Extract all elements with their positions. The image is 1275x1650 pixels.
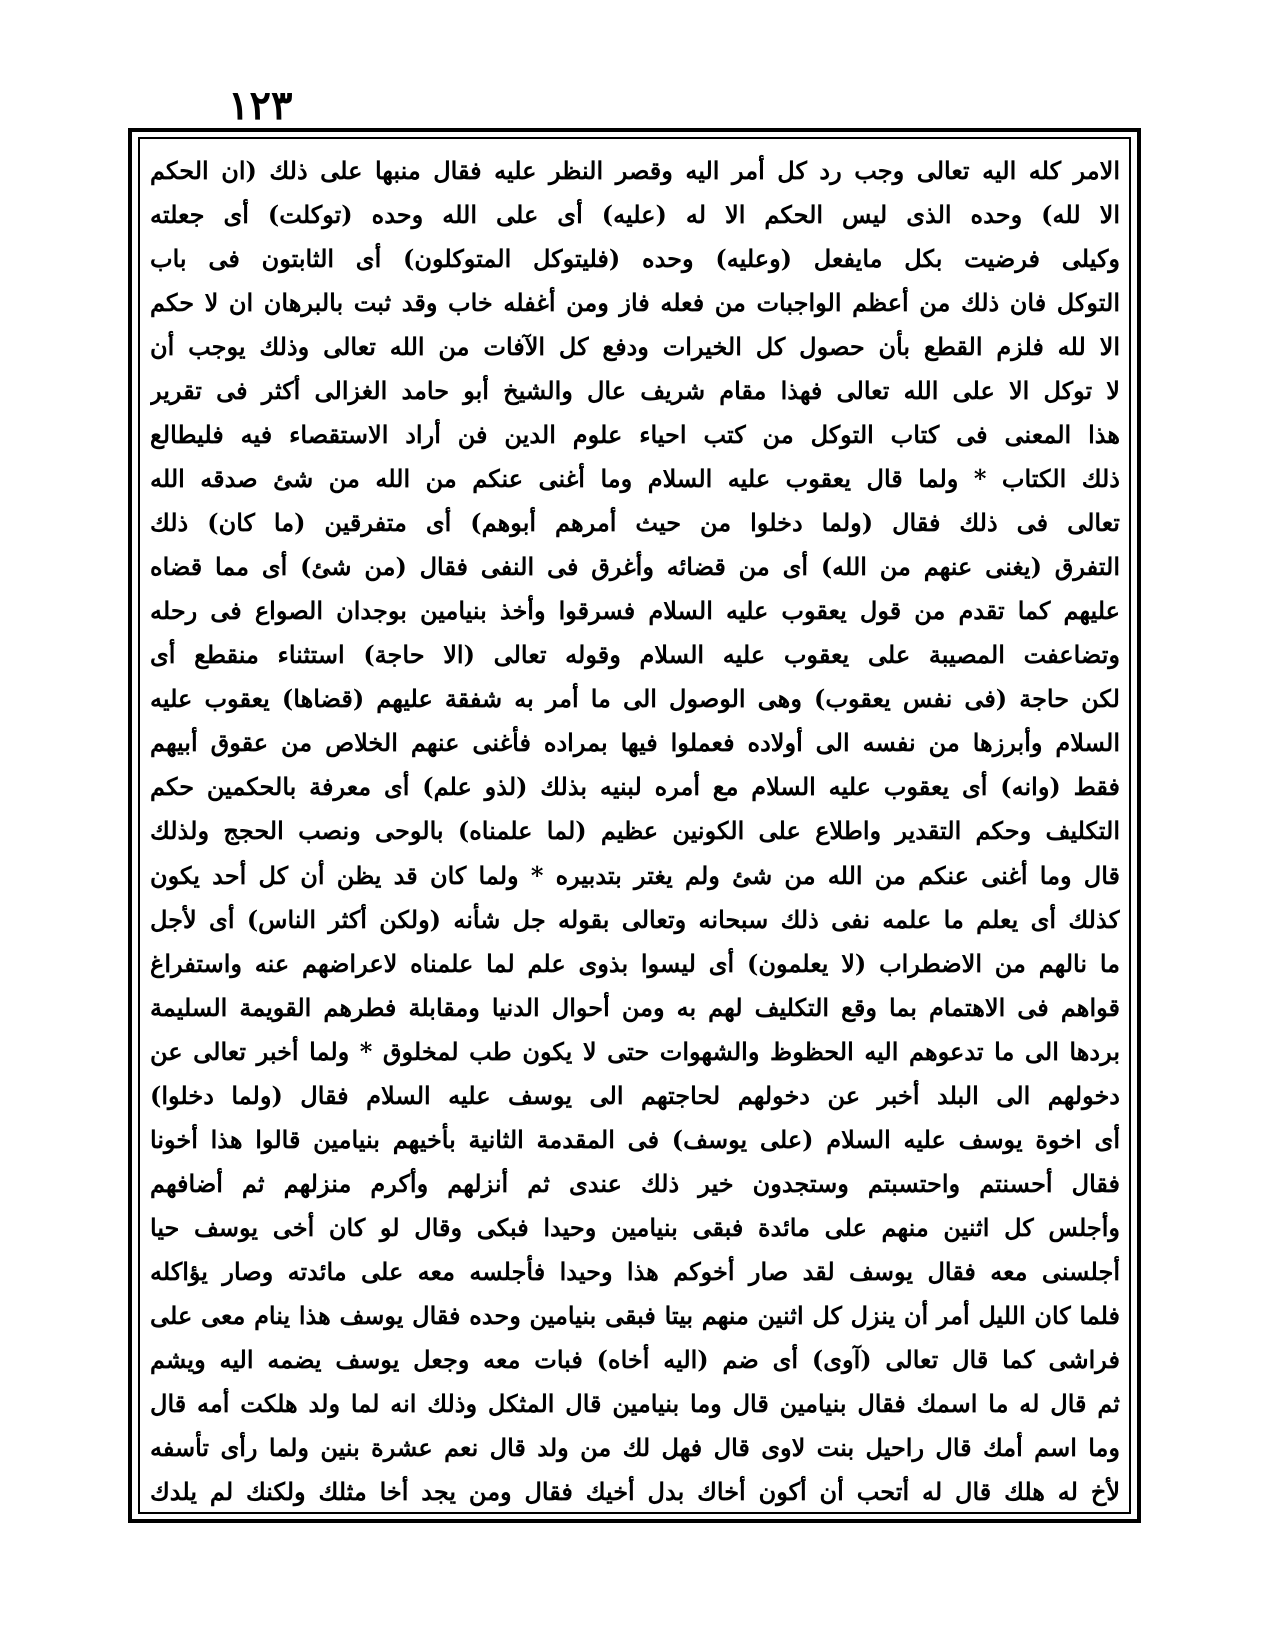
text-line: قواهم فى الاهتمام بما وقع التكليف لهم به ومن أحوال الدنيا ومقابلة فطرهم القويمة السليمة xyxy=(150,992,1120,1022)
text-line: فراشى كما قال تعالى (آوى) أى ضم (اليه أخاه) فبات معه وجعل يوسف يضمه اليه ويشم xyxy=(150,1344,1120,1374)
text-line: وأجلس كل اثنين منهم على مائدة فبقى بنيامين وحيدا فبكى وقال لو كان أخى يوسف حيا xyxy=(150,1212,1120,1242)
text-line: التفرق (يغنى عنهم من الله) أى من قضائه وأغرق فى النفى فقال (من شئ) أى مما قضاه xyxy=(150,552,1120,582)
text-line: لكن حاجة (فى نفس يعقوب) وهى الوصول الى ما أمر به شفقة عليهم (قضاها) يعقوب عليه xyxy=(150,684,1120,714)
text-line: تعالى فى ذلك فقال (ولما دخلوا من حيث أمرهم أبوهم) أى متفرقين (ما كان) ذلك xyxy=(150,508,1120,538)
text-line: كذلك أى يعلم ما علمه نفى ذلك سبحانه وتعالى بقوله جل شأنه (ولكن أكثر الناس) أى لأجل xyxy=(150,904,1120,934)
text-line: فقط (وانه) أى يعقوب عليه السلام مع أمره لبنيه بذلك (لذو علم) أى معرفة بالحكمين حكم xyxy=(150,772,1120,802)
main-text-block xyxy=(150,146,1120,1511)
text-line: التكليف وحكم التقدير واطلاع على الكونين عظيم (لما علمناه) بالوحى ونصب الحجج ولذلك xyxy=(150,816,1120,846)
text-line: وكيلى فرضيت بكل مايفعل (وعليه) وحده (فليتوكل المتوكلون) أى الثابتون فى باب xyxy=(150,244,1120,274)
text-line: السلام وأبرزها من نفسه الى أولاده فعملوا فيها بمراده فأغنى عنهم الخلاص من عقوق أبيهم xyxy=(150,728,1120,758)
text-line: لأخ له هلك قال له أتحب أن أكون أخاك بدل أخيك فقال ومن يجد أخا مثلك ولكنك لم يلدك xyxy=(150,1476,1120,1506)
text-line: عليهم كما تقدم من قول يعقوب عليه السلام فسرقوا وأخذ بنيامين بوجدان الصواع فى رحله xyxy=(150,596,1120,626)
text-line: ذلك الكتاب * ولما قال يعقوب عليه السلام وما أغنى عنكم من الله من شئ صدقه الله xyxy=(150,464,1120,494)
text-line: ما نالهم من الاضطراب (لا يعلمون) أى ليسوا بذوى علم لما علمناه لاعراضهم عنه واستفراغ xyxy=(150,948,1120,978)
text-line: بردها الى ما تدعوهم اليه الحظوظ والشهوات حتى لا يكون طب لمخلوق * ولما أخبر تعالى عن xyxy=(150,1036,1120,1066)
text-line: هذا المعنى فى كتاب التوكل من كتب احياء علوم الدين فن أراد الاستقصاء فيه فليطالع xyxy=(150,420,1120,450)
text-line: دخولهم الى البلد أخبر عن دخولهم لحاجتهم الى يوسف عليه السلام فقال (ولما دخلوا) xyxy=(150,1080,1120,1110)
text-line: فقال أحسنتم واحتسبتم وستجدون خير ذلك عندى ثم أنزلهم وأكرم منزلهم ثم أضافهم xyxy=(150,1168,1120,1198)
text-line: قال وما أغنى عنكم من الله من شئ ولم يغتر بتدبيره * ولما كان قد يظن أن كل أحد يكون xyxy=(150,860,1120,890)
page-number: ١٢٣ xyxy=(228,82,293,129)
text-line: أجلسنى معه فقال يوسف لقد صار أخوكم هذا وحيدا فأجلسه معه على مائدته وصار يؤاكله xyxy=(150,1256,1120,1286)
text-line: التوكل فان ذلك من أعظم الواجبات من فعله فاز ومن أغفله خاب وقد ثبت بالبرهان ان لا حكم xyxy=(150,288,1120,318)
text-line: ثم قال له ما اسمك فقال بنيامين قال وما بنيامين قال المثكل وذلك انه لما ولد هلكت أمه قال xyxy=(150,1388,1120,1418)
text-line: الامر كله اليه تعالى وجب رد كل أمر اليه وقصر النظر عليه فقال منبها على ذلك (ان الحكم xyxy=(150,156,1120,185)
text-line: الا لله) وحده الذى ليس الحكم الا له (عليه) أى على الله وحده (توكلت) أى جعلته xyxy=(150,200,1120,230)
text-line: لا توكل الا على الله تعالى فهذا مقام شريف عال والشيخ أبو حامد الغزالى أكثر فى تقرير xyxy=(150,376,1120,406)
text-line: وتضاعفت المصيبة على يعقوب عليه السلام وقوله تعالى (الا حاجة) استثناء منقطع أى xyxy=(150,640,1120,670)
text-line: أى اخوة يوسف عليه السلام (على يوسف) فى المقدمة الثانية بأخيهم بنيامين قالوا هذا أخونا xyxy=(150,1124,1120,1154)
text-line: الا لله فلزم القطع بأن حصول كل الخيرات ودفع كل الآفات من الله تعالى وذلك يوجب أن xyxy=(150,332,1120,362)
text-line: فلما كان الليل أمر أن ينزل كل اثنين منهم بيتا فبقى بنيامين وحده فقال يوسف هذا ينام معى على xyxy=(150,1300,1120,1330)
text-line: وما اسم أمك قال راحيل بنت لاوى قال فهل لك من ولد قال نعم عشرة بنين ولما رأى تأسفه xyxy=(150,1432,1120,1462)
